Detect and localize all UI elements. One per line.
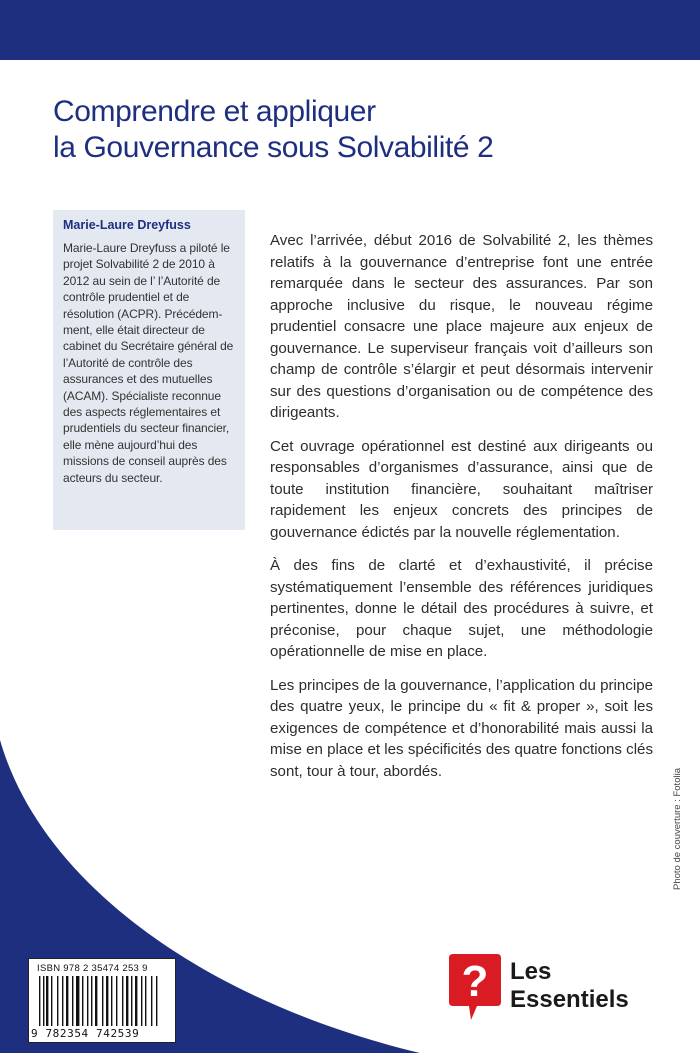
barcode-bar xyxy=(43,976,44,1026)
author-bio: Marie-Laure Dreyfuss a piloté le projet Solvabilité 2 de 2010 à 2012 au sein de l’ l’Autorité de contrôle prudentiel et de résolution (ACPR). Précédem-ment, elle était directeur de cabinet du Secrétaire général de l’Autorité de contrôle des assurances et des mutuelles (ACAM). Spécialiste reconnue des aspects réglementaires et prudentiels du secteur financier, elle mène aujourd’hui des missions de conseil auprès des acteurs du secteur. xyxy=(63,241,234,485)
description-paragraph-2: Cet ouvrage opérationnel est destiné aux dirigeants ou responsables d’organismes d’assurance, ainsi que de toute institution financière, souhaitant maîtriser rapidement les enjeux concrets des principes de gouvernance édictés par la nouvelle réglementation. xyxy=(270,437,653,541)
barcode-bar xyxy=(91,976,92,1026)
barcode-bar xyxy=(87,976,88,1026)
barcode-bar xyxy=(95,976,97,1026)
barcode-bar xyxy=(122,976,123,1026)
barcode-bar xyxy=(76,976,79,1026)
photo-credit: Photo de couverture : Fotolia xyxy=(672,768,683,890)
description-paragraph-4: Les principes de la gouvernance, l’application du principe des quatre yeux, le principe du « fit & proper », soit les exigences de compétence et d’honorabilité mais aussi la mise en place et les spécificités des quatre fonctions clés sont, tour à tour, abordés. xyxy=(270,676,653,780)
title-line-2: la Gouvernance sous Solvabilité 2 xyxy=(53,131,494,164)
description-paragraph-1: Avec l’arrivée, début 2016 de Solvabilité 2, les thèmes relatifs à la gouvernance d’entreprise font une entrée remarquée dans le secteur des assurances. Par son approche inclusive du risque, le nouveau régime prudentiel consacre une place majeure aux enjeux de gouvernance. Le superviseur français voit d’ailleurs son champ de contrôle s’élargir et peut désormais intervenir sur des questions d’organisation ou de compétence des dirigeants. xyxy=(270,232,653,421)
barcode-bar xyxy=(116,976,117,1026)
svg-text:?: ? xyxy=(461,957,489,1006)
les-essentiels-logo xyxy=(447,952,662,1024)
logo-wordmark xyxy=(510,958,629,1014)
barcode-bar xyxy=(72,976,73,1026)
barcode-bars xyxy=(37,976,169,1026)
barcode-bar xyxy=(51,976,52,1026)
barcode-bar xyxy=(126,976,128,1026)
barcode-bar xyxy=(145,976,146,1026)
barcode-bar xyxy=(135,976,137,1026)
logo-line-2: Essentiels xyxy=(510,986,629,1013)
description-paragraph-3: À des fins de clarté et d’exhaustivité, il précise systématiquement l’ensemble des références juridiques pertinentes, donne le détail des procédures à suivre, et préconise, pour chaque sujet, une méthodologie opérationnelle de mise en place. xyxy=(270,557,653,660)
logo-line-1: Les xyxy=(510,958,552,985)
barcode-bar xyxy=(156,976,157,1026)
barcode-bar xyxy=(141,976,142,1026)
isbn-barcode xyxy=(28,958,176,1043)
isbn-label: ISBN 978 2 35474 253 9 xyxy=(37,963,148,974)
book-title xyxy=(53,94,493,166)
author-sidebar xyxy=(53,210,245,530)
barcode-bar xyxy=(62,976,63,1026)
barcode-bar xyxy=(39,976,40,1026)
barcode-bar xyxy=(106,976,108,1026)
barcode-bar xyxy=(102,976,103,1026)
barcode-bar xyxy=(111,976,112,1026)
barcode-bar xyxy=(151,976,152,1026)
title-line-1: Comprendre et appliquer xyxy=(53,95,376,128)
book-description xyxy=(270,230,653,794)
barcode-bar xyxy=(66,976,68,1026)
barcode-bar xyxy=(131,976,132,1026)
isbn-digits: 9 782354 742539 xyxy=(31,1027,140,1040)
question-mark-icon xyxy=(447,952,503,1022)
barcode-bar xyxy=(57,976,58,1026)
author-name: Marie-Laure Dreyfuss xyxy=(63,218,191,232)
barcode-bar xyxy=(46,976,48,1026)
barcode-bar xyxy=(82,976,83,1026)
